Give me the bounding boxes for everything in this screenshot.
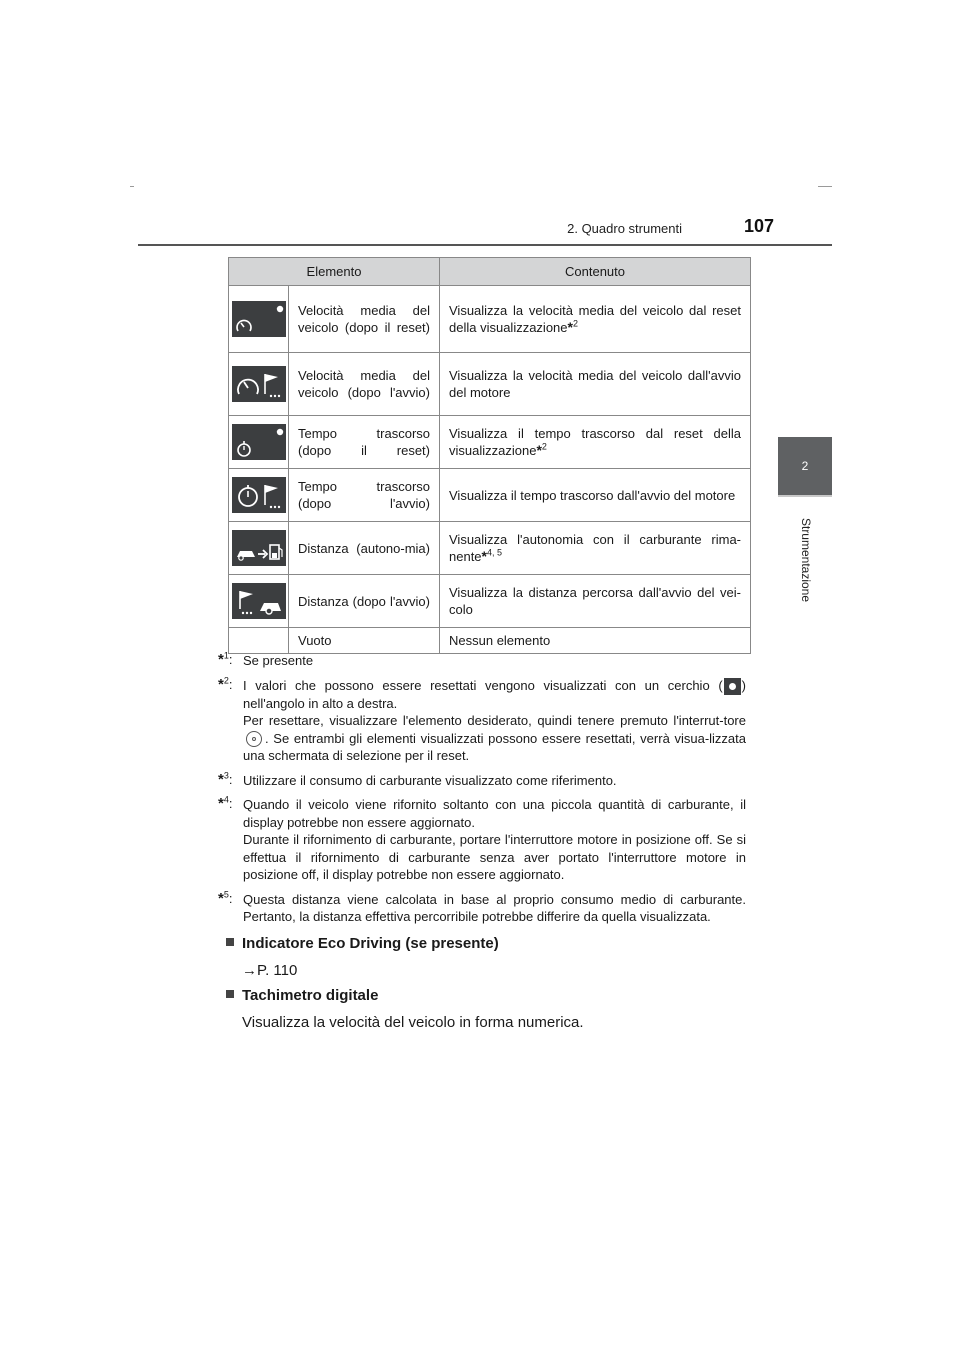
table-header-row: [229, 258, 751, 286]
content-cell: Visualizza la velocità media del veicolo dall'avvio del motore: [440, 353, 751, 416]
element-cell: Velocità media del veicolo (dopo il reset): [289, 286, 440, 353]
element-cell: Distanza (dopo l'avvio): [289, 575, 440, 628]
content-cell: Visualizza il tempo trascorso dal reset della visualizzazione*$^2$: [440, 416, 751, 469]
table-row: [229, 353, 751, 416]
flag-car-icon: [232, 583, 286, 619]
chapter-label: Strumentazione: [799, 517, 813, 603]
table-row: [229, 416, 751, 469]
table-row: [229, 286, 751, 353]
element-cell: Tempo trascorso (dopo il reset): [289, 416, 440, 469]
stopwatch-dot-icon: [232, 424, 286, 460]
table-row: [229, 469, 751, 522]
section-digital-speedometer: Tachimetro digitale: [226, 987, 766, 1004]
speedometer-flag-icon: [232, 366, 286, 402]
crop-mark-right: [818, 186, 832, 187]
content-cell: Visualizza la distanza percorsa dall'avvio del vei-colo: [440, 575, 751, 628]
section-eco-driving-ref[interactable]: →P. 110: [242, 962, 298, 979]
header-content: Contenuto: [440, 258, 751, 286]
element-cell: Vuoto: [289, 628, 440, 654]
table-row: [229, 522, 751, 575]
display-items-table: [228, 257, 751, 654]
table-row: [229, 575, 751, 628]
page-number: 107: [743, 216, 774, 236]
bullet-square-icon: [226, 990, 234, 998]
content-cell: Nessun elemento: [440, 628, 751, 654]
footnote-2: *$^2$: I valori che possono essere resettati vengono visualizzati con un cerchio ( ) nell'angolo in alto a destra. Per resettare, visualizzare l'elemento desiderato, quindi tenere premuto l'interrut-tore. Se entrambi gli elementi visualizzati possono essere resettati, verrà visua-lizzata una schermata di selezione per il reset.: [218, 675, 746, 764]
header-element: Elemento: [229, 258, 440, 286]
footnote-1: *$^1$: Se presente: [218, 650, 314, 668]
header-rule: [138, 244, 832, 246]
stopwatch-flag-icon: [232, 477, 286, 513]
crop-mark-left: [130, 186, 134, 187]
section-eco-driving: Indicatore Eco Driving (se presente): [226, 935, 766, 952]
empty-icon-cell: [229, 628, 289, 654]
section-digital-speedometer-body: Visualizza la velocità del veicolo in forma numerica.: [242, 1014, 584, 1031]
table-row: [229, 628, 751, 654]
chapter-tab-line: [778, 495, 832, 497]
reset-circle-icon: [724, 678, 741, 695]
speedometer-dot-icon: [232, 301, 286, 337]
section-title: 2. Quadro strumenti: [567, 221, 682, 236]
element-cell: Distanza (autono-mia): [289, 522, 440, 575]
car-fuel-pump-icon: [232, 530, 286, 566]
footnote-3: *$^3$: Utilizzare il consumo di carburante visualizzato come riferimento.: [218, 770, 617, 788]
switch-button-icon: [246, 731, 262, 747]
bullet-square-icon: [226, 938, 234, 946]
footnote-4: *$^4$: Quando il veicolo viene rifornito soltanto con una piccola quantità di carburante, il display potrebbe non essere aggiornato. Durante il rifornimento di carburante, portare l'interruttore motore in posizione off. Se si effettua il rifornimento di carburante senza aver portato l'interruttore motore in posizione off, il display potrebbe non essere aggiornato.: [218, 794, 746, 883]
footnote-5: *$^5$: Questa distanza viene calcolata in base al proprio consumo medio di carburante. Pertanto, la distanza effettiva percorribile potrebbe differire da quella visualizzata.: [218, 889, 746, 925]
element-cell: Velocità media del veicolo (dopo l'avvio): [289, 353, 440, 416]
page-header: [138, 214, 832, 246]
chapter-tab: 2: [778, 437, 832, 495]
content-cell: Visualizza la velocità media del veicolo dal reset della visualizzazione*$^2$: [440, 286, 751, 353]
element-cell: Tempo trascorso (dopo l'avvio): [289, 469, 440, 522]
arrow-icon: →: [242, 962, 257, 979]
content-cell: Visualizza il tempo trascorso dall'avvio del motore: [440, 469, 751, 522]
content-cell: Visualizza l'autonomia con il carburante rima-nente*$^{4, 5}$: [440, 522, 751, 575]
footnotes: [218, 652, 746, 933]
